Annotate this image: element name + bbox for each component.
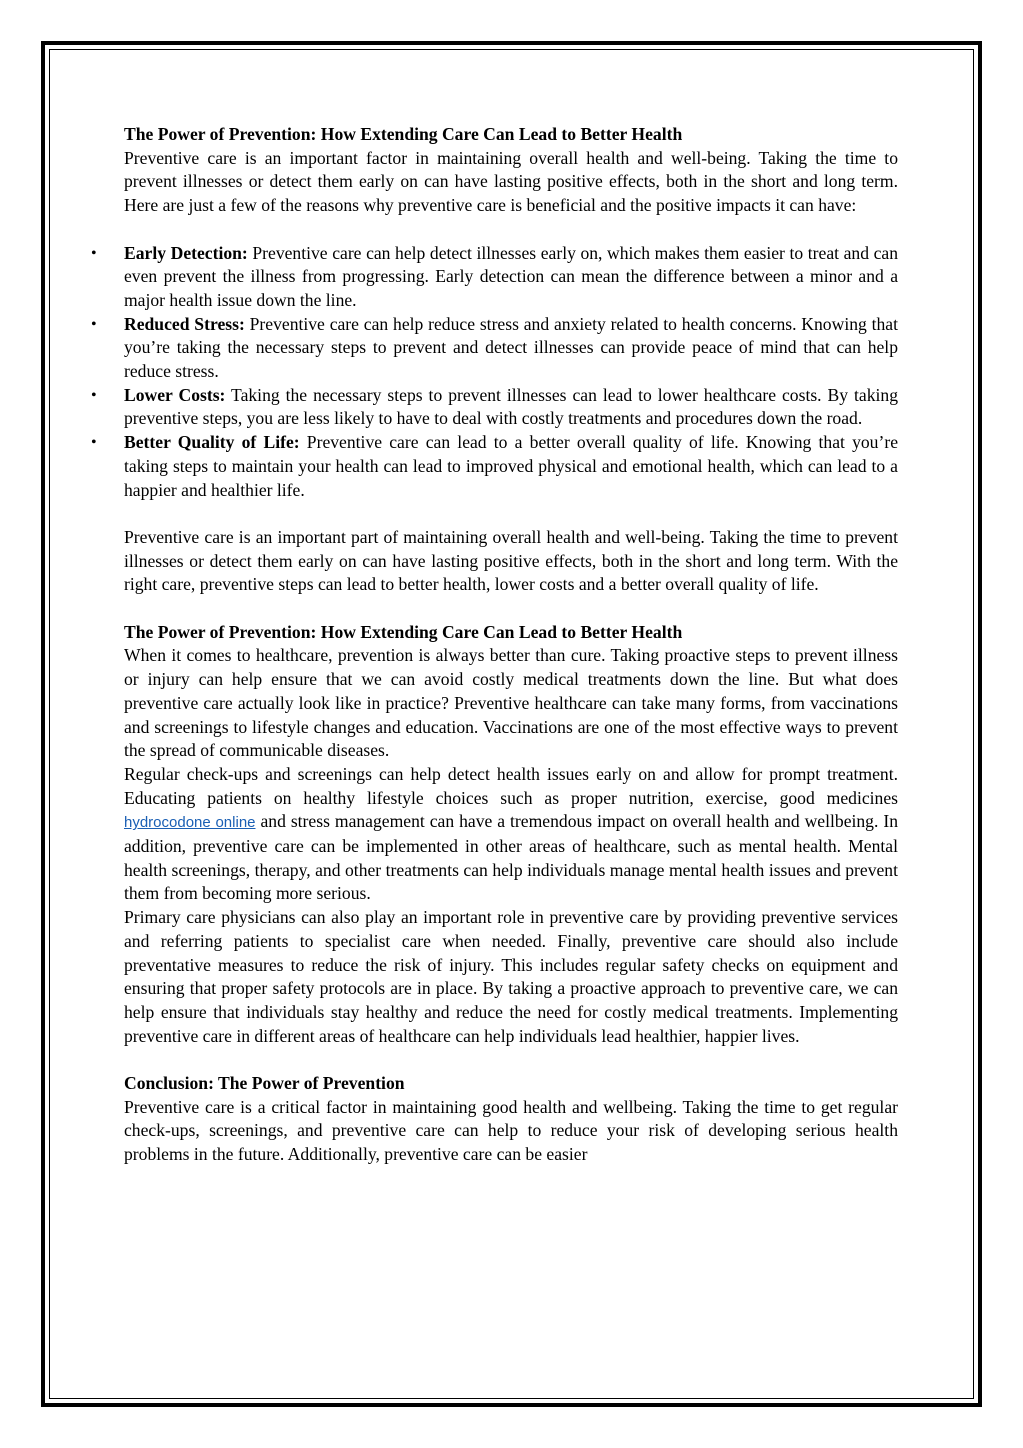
benefits-list xyxy=(91,242,899,503)
bullet-icon: • xyxy=(91,315,97,333)
section-2-paragraph-3: Primary care physicians can also play an important role in preventive care by providing preventive services and referring patients to specialist care when needed. Finally, preventive care should also include preventative measures to reduce the risk of injury. This includes regular safety checks on equipment and ensuring that proper safety protocols are in place. By taking a proactive approach to preventive care, we can help ensure that individuals stay healthy and reduce the need for costly medical treatments. Implementing preventive care in different areas of healthcare can help individuals lead healthier, happier lives. xyxy=(124,907,898,1046)
section-2-paragraph-1: When it comes to healthcare, prevention is always better than cure. Taking proactive steps to prevent illness or injury can help ensure that we can avoid costly medical treatments down the line. But what does preventive care actually look like in practice? Preventive healthcare can take many forms, from vaccinations and screenings to lifestyle changes and education. Vaccinations are one of the most effective ways to prevent the spread of communicable diseases. xyxy=(124,645,898,761)
list-item xyxy=(91,384,899,431)
spacer xyxy=(124,1048,898,1072)
benefit-lead: Early Detection: xyxy=(124,242,248,263)
hydrocodone-link[interactable]: hydrocodone online xyxy=(124,814,256,832)
benefit-text: Preventive care can help reduce stress and anxiety related to health concerns. Knowing that you’re taking the necessary steps to prevent and detect illnesses can provide peace of mind that can help reduce stress. xyxy=(124,313,898,382)
benefit-lead: Better Quality of Life: xyxy=(124,432,300,453)
paragraph-text: and stress management can have a tremendous impact on overall health and wellbeing. In addition, preventive care can be implemented in other areas of healthcare, such as mental health. Mental health screenings, therapy, and other treatments can help individuals manage mental health issues and prevent them from becoming more serious. xyxy=(124,811,898,904)
section-1-title: The Power of Prevention: How Extending Care Can Lead to Better Health xyxy=(124,124,683,144)
spacer xyxy=(124,502,898,526)
bullet-icon: • xyxy=(91,244,97,262)
summary-paragraph: Preventive care is an important part of maintaining overall health and well-being. Taking the time to prevent illnesses or detect them early on can have lasting positive effects, both in the short and long term. With the right care, preventive steps can lead to better health, lower costs and a better overall quality of life. xyxy=(124,526,898,595)
benefit-lead: Reduced Stress: xyxy=(124,313,245,334)
list-item xyxy=(91,431,898,502)
benefit-lead: Lower Costs: xyxy=(124,384,226,405)
document-body xyxy=(91,123,899,1167)
conclusion-title: Conclusion: The Power of Prevention xyxy=(124,1073,405,1094)
benefit-text: Preventive care can help detect illnesses early on, which makes them easier to treat and can even prevent the illness from progressing. Early detection can mean the difference between a minor and a major health issue down the line. xyxy=(124,242,898,310)
section-2-title: The Power of Prevention: How Extending Care Can Lead to Better Health xyxy=(124,621,683,642)
bullet-icon: • xyxy=(91,386,97,404)
list-item xyxy=(91,242,898,313)
section-2-paragraph-2 xyxy=(124,763,898,906)
conclusion-paragraph: Preventive care is a critical factor in maintaining good health and wellbeing. Taking the time to get regular check-ups, screenings, and preventive care can help to reduce your risk of developing serious health problems in the future. Additionally, preventive care can be easier xyxy=(124,1096,898,1165)
paragraph-text: Regular check-ups and screenings can help detect health issues early on and allow for prompt treatment. Educating patients on healthy lifestyle choices such as proper nutrition, exercise, good medicines xyxy=(124,763,898,808)
spacer xyxy=(124,218,898,242)
benefit-text: Taking the necessary steps to prevent illnesses can lead to lower healthcare costs. By taking preventive steps, you are less likely to have to deal with costly treatments and procedures down the road. xyxy=(124,384,899,429)
list-item xyxy=(91,313,898,384)
benefit-text: Preventive care can lead to a better overall quality of life. Knowing that you’re taking steps to maintain your health can lead to improved physical and emotional health, which can lead to a happier and healthier life. xyxy=(124,432,898,500)
bullet-icon: • xyxy=(91,434,97,452)
spacer xyxy=(124,597,898,621)
section-1-intro: Preventive care is an important factor in maintaining overall health and well-being. Taking the time to prevent illnesses or detect them early on can have lasting positive effects, both in the short and long term. Here are just a few of the reasons why preventive care is beneficial and the positive impacts it can have: xyxy=(124,147,898,216)
